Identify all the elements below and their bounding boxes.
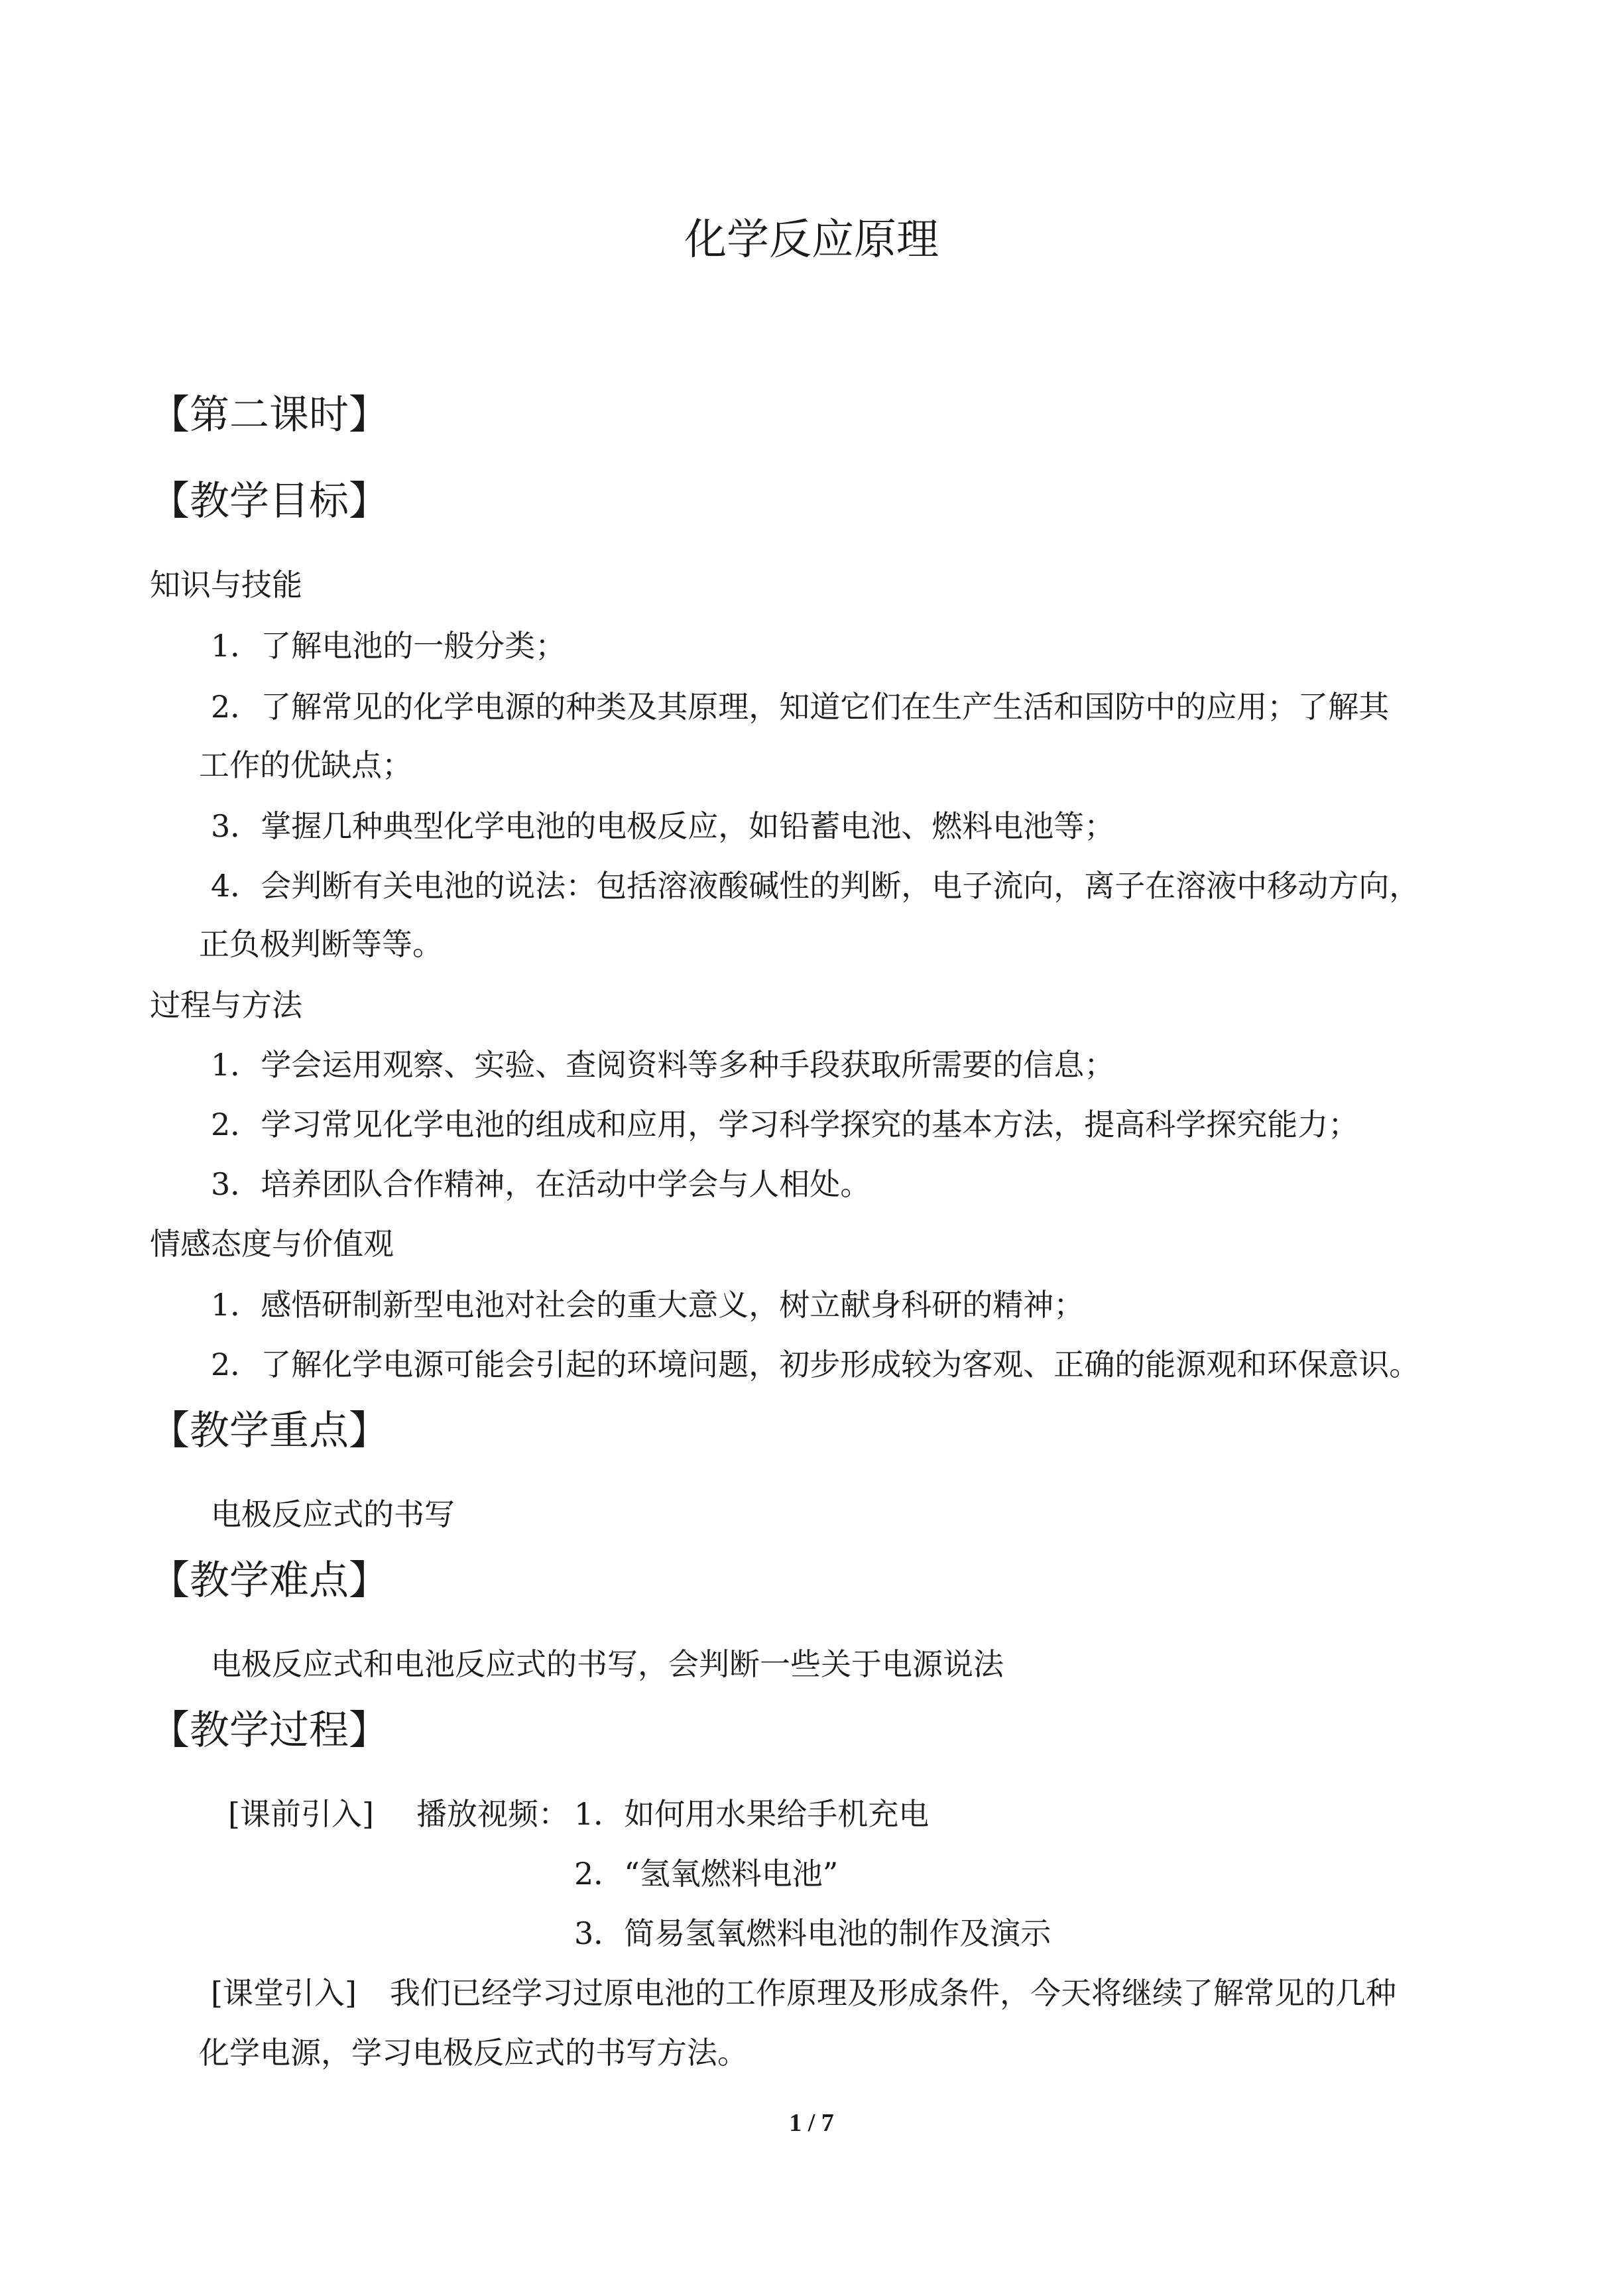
knowledge-item-4: 4．会判断有关电池的说法：包括溶液酸碱性的判断，电子流向，离子在溶液中移动方向， <box>211 868 1420 904</box>
process-item-2: 2．学习常见化学电池的组成和应用，学习科学探究的基本方法，提高科学探究能力； <box>211 1107 1359 1142</box>
preclass-intro: 播放视频： <box>416 1796 569 1832</box>
inclass-line-2: 化学电源，学习电极反应式的书写方法。 <box>199 2035 748 2071</box>
key-points-text: 电极反应式的书写 <box>211 1496 455 1532</box>
knowledge-item-3: 3．掌握几种典型化学电池的电极反应，如铅蓄电池、燃料电池等； <box>211 808 1115 844</box>
emotion-item-1: 1．感悟研制新型电池对社会的重大意义，树立献身科研的精神； <box>211 1287 1085 1323</box>
difficulties-text: 电极反应式和电池反应式的书写，会判断一些关于电源说法 <box>211 1646 1004 1682</box>
process-item-3: 3．培养团队合作精神，在活动中学会与人相处。 <box>211 1166 871 1202</box>
process-methods-label: 过程与方法 <box>150 987 302 1023</box>
knowledge-item-2: 2．了解常见的化学电源的种类及其原理，知道它们在生产生活和国防中的应用；了解其 <box>211 689 1390 725</box>
preclass-video-1: 1．如何用水果给手机充电 <box>574 1796 930 1832</box>
knowledge-item-1: 1．了解电池的一般分类； <box>211 628 566 664</box>
knowledge-item-2-cont: 工作的优缺点； <box>199 747 412 783</box>
section-objectives-heading: 【教学目标】 <box>150 478 389 524</box>
document-title: 化学反应原理 <box>684 215 939 265</box>
emotion-values-label: 情感态度与价值观 <box>150 1226 394 1262</box>
section-lesson-heading: 【第二课时】 <box>150 392 389 438</box>
preclass-label: [课前引入] <box>228 1796 374 1832</box>
knowledge-item-4-cont: 正负极判断等等。 <box>199 926 443 962</box>
section-process-heading: 【教学过程】 <box>150 1707 389 1754</box>
section-key-points-heading: 【教学重点】 <box>150 1408 389 1454</box>
process-item-1: 1．学会运用观察、实验、查阅资料等多种手段获取所需要的信息； <box>211 1047 1115 1083</box>
section-difficulties-heading: 【教学难点】 <box>150 1557 389 1604</box>
inclass-label: [课堂引入] <box>211 1975 357 2011</box>
emotion-item-2: 2．了解化学电源可能会引起的环境问题，初步形成较为客观、正确的能源观和环保意识。 <box>211 1347 1420 1382</box>
knowledge-skills-label: 知识与技能 <box>150 567 302 603</box>
inclass-line-1: 我们已经学习过原电池的工作原理及形成条件，今天将继续了解常见的几种 <box>390 1975 1396 2011</box>
page-number: 1 / 7 <box>789 2109 834 2137</box>
preclass-video-2: 2．“氢氧燃料电池” <box>574 1856 839 1892</box>
preclass-video-3: 3．简易氢氧燃料电池的制作及演示 <box>574 1915 1052 1951</box>
